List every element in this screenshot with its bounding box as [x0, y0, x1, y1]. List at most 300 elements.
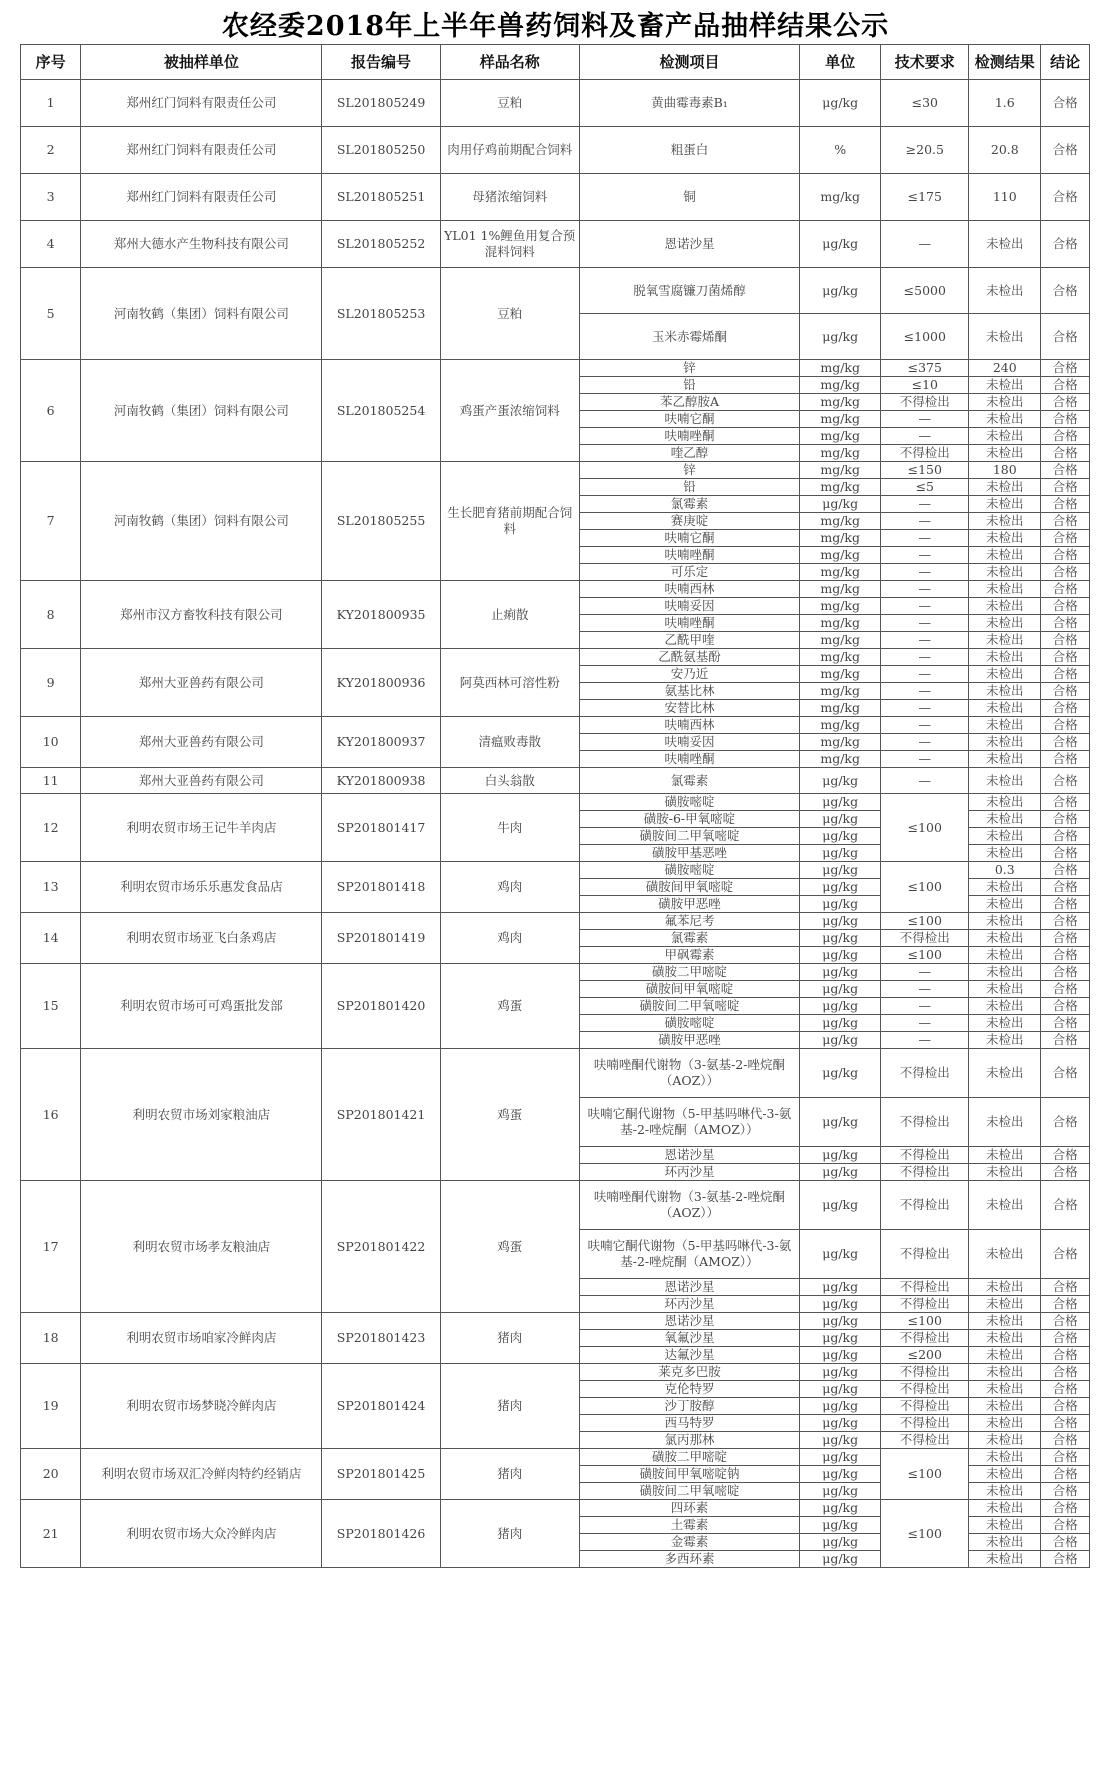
test-item: 呋喃唑酮	[579, 751, 799, 768]
test-unit: μg/kg	[800, 1164, 881, 1181]
technical-requirement: 不得检出	[881, 1330, 969, 1347]
technical-requirement: ≤100	[881, 1449, 969, 1500]
test-unit: μg/kg	[800, 1449, 881, 1466]
technical-requirement: ≤100	[881, 1500, 969, 1568]
test-unit: mg/kg	[800, 598, 881, 615]
test-result: 未检出	[969, 1147, 1041, 1164]
sampled-unit: 利明农贸市场可可鸡蛋批发部	[81, 964, 322, 1049]
test-result: 未检出	[969, 632, 1041, 649]
conclusion: 合格	[1041, 462, 1090, 479]
test-unit: μg/kg	[800, 964, 881, 981]
test-unit: mg/kg	[800, 564, 881, 581]
conclusion: 合格	[1041, 377, 1090, 394]
technical-requirement: ≤175	[881, 174, 969, 221]
technical-requirement: —	[881, 598, 969, 615]
conclusion: 合格	[1041, 700, 1090, 717]
conclusion: 合格	[1041, 268, 1090, 314]
conclusion: 合格	[1041, 428, 1090, 445]
test-result: 未检出	[969, 1296, 1041, 1313]
technical-requirement: 不得检出	[881, 930, 969, 947]
sample-name: 猪肉	[440, 1313, 579, 1364]
conclusion: 合格	[1041, 127, 1090, 174]
test-result: 20.8	[969, 127, 1041, 174]
report-number: SP201801423	[322, 1313, 440, 1364]
test-item: 乙酰甲喹	[579, 632, 799, 649]
test-item: 西马特罗	[579, 1415, 799, 1432]
test-item: 磺胺-6-甲氧嘧啶	[579, 811, 799, 828]
conclusion: 合格	[1041, 964, 1090, 981]
sampled-unit: 利明农贸市场大众冷鲜肉店	[81, 1500, 322, 1568]
sampled-unit: 利明农贸市场刘家粮油店	[81, 1049, 322, 1181]
test-unit: mg/kg	[800, 683, 881, 700]
report-number: SP201801420	[322, 964, 440, 1049]
test-result: 180	[969, 462, 1041, 479]
test-item: 氯霉素	[579, 768, 799, 794]
report-number: SP201801421	[322, 1049, 440, 1181]
test-unit: μg/kg	[800, 1398, 881, 1415]
report-number: SP201801424	[322, 1364, 440, 1449]
test-item: 磺胺甲恶唑	[579, 1032, 799, 1049]
conclusion: 合格	[1041, 1347, 1090, 1364]
technical-requirement: —	[881, 1032, 969, 1049]
sampled-unit: 河南牧鹤（集团）饲料有限公司	[81, 360, 322, 462]
technical-requirement: —	[881, 683, 969, 700]
test-result: 未检出	[969, 1432, 1041, 1449]
technical-requirement: —	[881, 513, 969, 530]
test-unit: mg/kg	[800, 479, 881, 496]
test-result: 未检出	[969, 1330, 1041, 1347]
test-item: 磺胺嘧啶	[579, 862, 799, 879]
test-result: 未检出	[969, 479, 1041, 496]
test-result: 未检出	[969, 1364, 1041, 1381]
test-item: 呋喃它酮代谢物（5-甲基吗啉代-3-氨基-2-唑烷酮（AMOZ））	[579, 1098, 799, 1147]
test-result: 未检出	[969, 1517, 1041, 1534]
conclusion: 合格	[1041, 1049, 1090, 1098]
report-number: KY201800935	[322, 581, 440, 649]
technical-requirement: —	[881, 998, 969, 1015]
test-unit: μg/kg	[800, 80, 881, 127]
test-unit: mg/kg	[800, 632, 881, 649]
test-result: 未检出	[969, 411, 1041, 428]
sampled-unit: 利明农贸市场咱家冷鲜肉店	[81, 1313, 322, 1364]
technical-requirement: ≤10	[881, 377, 969, 394]
test-result: 未检出	[969, 845, 1041, 862]
sampled-unit: 郑州市汉方畜牧科技有限公司	[81, 581, 322, 649]
test-unit: mg/kg	[800, 666, 881, 683]
test-item: 呋喃唑酮代谢物（3-氨基-2-唑烷酮（AOZ））	[579, 1181, 799, 1230]
sample-number: 18	[21, 1313, 81, 1364]
technical-requirement: ≤30	[881, 80, 969, 127]
test-item: 呋喃妥因	[579, 734, 799, 751]
table-row	[21, 1364, 1090, 1381]
sample-number: 3	[21, 174, 81, 221]
test-unit: mg/kg	[800, 547, 881, 564]
test-item: 莱克多巴胺	[579, 1364, 799, 1381]
test-result: 未检出	[969, 1415, 1041, 1432]
test-item: 锌	[579, 360, 799, 377]
sample-name: 猪肉	[440, 1364, 579, 1449]
conclusion: 合格	[1041, 1500, 1090, 1517]
test-item: 氯霉素	[579, 930, 799, 947]
test-item: 氯丙那林	[579, 1432, 799, 1449]
test-unit: μg/kg	[800, 1466, 881, 1483]
sample-number: 8	[21, 581, 81, 649]
test-result: 未检出	[969, 981, 1041, 998]
test-item: 磺胺嘧啶	[579, 1015, 799, 1032]
test-item: 磺胺间甲氧嘧啶	[579, 879, 799, 896]
test-unit: mg/kg	[800, 751, 881, 768]
test-result: 1.6	[969, 80, 1041, 127]
test-result: 未检出	[969, 1534, 1041, 1551]
sample-name: 豆粕	[440, 80, 579, 127]
conclusion: 合格	[1041, 845, 1090, 862]
conclusion: 合格	[1041, 1534, 1090, 1551]
conclusion: 合格	[1041, 734, 1090, 751]
table-row	[21, 1500, 1090, 1517]
header-cell: 被抽样单位	[81, 45, 322, 80]
conclusion: 合格	[1041, 1098, 1090, 1147]
test-unit: μg/kg	[800, 1551, 881, 1568]
test-item: 苯乙醇胺A	[579, 394, 799, 411]
sample-number: 11	[21, 768, 81, 794]
test-item: 赛庚啶	[579, 513, 799, 530]
report-number: SL201805255	[322, 462, 440, 581]
table-row	[21, 268, 1090, 314]
technical-requirement: —	[881, 649, 969, 666]
technical-requirement: ≤100	[881, 913, 969, 930]
report-number: SP201801422	[322, 1181, 440, 1313]
test-result: 未检出	[969, 794, 1041, 811]
test-item: 呋喃西林	[579, 581, 799, 598]
test-unit: μg/kg	[800, 1098, 881, 1147]
conclusion: 合格	[1041, 1032, 1090, 1049]
header-cell: 单位	[800, 45, 881, 80]
conclusion: 合格	[1041, 717, 1090, 734]
conclusion: 合格	[1041, 1551, 1090, 1568]
test-unit: mg/kg	[800, 717, 881, 734]
conclusion: 合格	[1041, 1364, 1090, 1381]
test-item: 呋喃妥因	[579, 598, 799, 615]
technical-requirement: —	[881, 981, 969, 998]
technical-requirement: —	[881, 700, 969, 717]
test-item: 安乃近	[579, 666, 799, 683]
conclusion: 合格	[1041, 649, 1090, 666]
test-item: 恩诺沙星	[579, 1147, 799, 1164]
test-item: 四环素	[579, 1500, 799, 1517]
sample-name: 牛肉	[440, 794, 579, 862]
conclusion: 合格	[1041, 879, 1090, 896]
technical-requirement: 不得检出	[881, 1364, 969, 1381]
test-unit: μg/kg	[800, 879, 881, 896]
conclusion: 合格	[1041, 1398, 1090, 1415]
test-unit: mg/kg	[800, 462, 881, 479]
table-row	[21, 462, 1090, 479]
test-result: 未检出	[969, 547, 1041, 564]
test-item: 磺胺嘧啶	[579, 794, 799, 811]
test-result: 未检出	[969, 1551, 1041, 1568]
sample-name: 清瘟败毒散	[440, 717, 579, 768]
technical-requirement: —	[881, 666, 969, 683]
sample-number: 12	[21, 794, 81, 862]
conclusion: 合格	[1041, 513, 1090, 530]
conclusion: 合格	[1041, 1432, 1090, 1449]
test-result: 未检出	[969, 1313, 1041, 1330]
technical-requirement: —	[881, 717, 969, 734]
sample-number: 5	[21, 268, 81, 360]
technical-requirement: 不得检出	[881, 1181, 969, 1230]
test-item: 呋喃唑酮	[579, 615, 799, 632]
sample-number: 21	[21, 1500, 81, 1568]
test-unit: μg/kg	[800, 845, 881, 862]
conclusion: 合格	[1041, 1466, 1090, 1483]
test-unit: μg/kg	[800, 981, 881, 998]
report-number: SP201801425	[322, 1449, 440, 1500]
test-unit: μg/kg	[800, 1049, 881, 1098]
sampled-unit: 河南牧鹤（集团）饲料有限公司	[81, 268, 322, 360]
table-row	[21, 964, 1090, 981]
technical-requirement: —	[881, 530, 969, 547]
test-result: 未检出	[969, 221, 1041, 268]
technical-requirement: —	[881, 734, 969, 751]
report-number: KY201800937	[322, 717, 440, 768]
test-result: 未检出	[969, 717, 1041, 734]
conclusion: 合格	[1041, 598, 1090, 615]
test-item: 呋喃它酮	[579, 411, 799, 428]
table-row	[21, 768, 1090, 794]
header-cell: 序号	[21, 45, 81, 80]
conclusion: 合格	[1041, 581, 1090, 598]
test-result: 未检出	[969, 1164, 1041, 1181]
technical-requirement: —	[881, 564, 969, 581]
sample-name: 生长肥育猪前期配合饲料	[440, 462, 579, 581]
conclusion: 合格	[1041, 683, 1090, 700]
sample-number: 15	[21, 964, 81, 1049]
test-result: 未检出	[969, 751, 1041, 768]
conclusion: 合格	[1041, 862, 1090, 879]
table-row	[21, 174, 1090, 221]
technical-requirement: ≥20.5	[881, 127, 969, 174]
table-row	[21, 1449, 1090, 1466]
sampled-unit: 郑州红门饲料有限责任公司	[81, 80, 322, 127]
test-result: 未检出	[969, 1347, 1041, 1364]
test-item: 乙酰氨基酚	[579, 649, 799, 666]
conclusion: 合格	[1041, 811, 1090, 828]
test-result: 未检出	[969, 666, 1041, 683]
test-unit: mg/kg	[800, 360, 881, 377]
test-unit: μg/kg	[800, 930, 881, 947]
technical-requirement: 不得检出	[881, 445, 969, 462]
conclusion: 合格	[1041, 174, 1090, 221]
test-unit: μg/kg	[800, 1313, 881, 1330]
table-row	[21, 913, 1090, 930]
test-unit: mg/kg	[800, 700, 881, 717]
test-item: 恩诺沙星	[579, 221, 799, 268]
test-item: 呋喃唑酮代谢物（3-氨基-2-唑烷酮（AOZ））	[579, 1049, 799, 1098]
page-title: 农经委2018年上半年兽药饲料及畜产品抽样结果公示	[221, 11, 890, 42]
table-row	[21, 221, 1090, 268]
test-item: 磺胺间二甲氧嘧啶	[579, 1483, 799, 1500]
test-item: 多西环素	[579, 1551, 799, 1568]
table-row	[21, 794, 1090, 811]
test-result: 未检出	[969, 700, 1041, 717]
conclusion: 合格	[1041, 981, 1090, 998]
test-result: 未检出	[969, 445, 1041, 462]
test-result: 未检出	[969, 964, 1041, 981]
sample-name: 鸡蛋产蛋浓缩饲料	[440, 360, 579, 462]
test-result: 未检出	[969, 828, 1041, 845]
test-unit: mg/kg	[800, 615, 881, 632]
test-unit: μg/kg	[800, 913, 881, 930]
technical-requirement: ≤100	[881, 1313, 969, 1330]
test-result: 未检出	[969, 998, 1041, 1015]
test-result: 未检出	[969, 530, 1041, 547]
technical-requirement: 不得检出	[881, 1415, 969, 1432]
technical-requirement: —	[881, 964, 969, 981]
conclusion: 合格	[1041, 632, 1090, 649]
sampled-unit: 郑州红门饲料有限责任公司	[81, 174, 322, 221]
conclusion: 合格	[1041, 360, 1090, 377]
sample-name: 肉用仔鸡前期配合饲料	[440, 127, 579, 174]
test-result: 未检出	[969, 1398, 1041, 1415]
test-item: 锌	[579, 462, 799, 479]
report-number: SL201805250	[322, 127, 440, 174]
header-row	[21, 45, 1090, 80]
test-item: 呋喃它酮代谢物（5-甲基吗啉代-3-氨基-2-唑烷酮（AMOZ））	[579, 1230, 799, 1279]
technical-requirement: 不得检出	[881, 1381, 969, 1398]
sample-number: 6	[21, 360, 81, 462]
test-item: 呋喃唑酮	[579, 428, 799, 445]
test-unit: μg/kg	[800, 1230, 881, 1279]
report-number: SP201801417	[322, 794, 440, 862]
test-result: 未检出	[969, 1449, 1041, 1466]
test-unit: μg/kg	[800, 862, 881, 879]
sample-number: 1	[21, 80, 81, 127]
test-item: 恩诺沙星	[579, 1279, 799, 1296]
conclusion: 合格	[1041, 547, 1090, 564]
table-row	[21, 127, 1090, 174]
sampled-unit: 利明农贸市场王记牛羊肉店	[81, 794, 322, 862]
test-unit: μg/kg	[800, 1330, 881, 1347]
sample-name: 猪肉	[440, 1449, 579, 1500]
test-result: 110	[969, 174, 1041, 221]
conclusion: 合格	[1041, 1230, 1090, 1279]
sample-name: 猪肉	[440, 1500, 579, 1568]
report-number: SL201805251	[322, 174, 440, 221]
technical-requirement: ≤150	[881, 462, 969, 479]
test-unit: μg/kg	[800, 1147, 881, 1164]
test-item: 克伦特罗	[579, 1381, 799, 1398]
test-item: 达氟沙星	[579, 1347, 799, 1364]
technical-requirement: —	[881, 221, 969, 268]
conclusion: 合格	[1041, 1147, 1090, 1164]
sample-number: 2	[21, 127, 81, 174]
sample-name: 鸡肉	[440, 862, 579, 913]
report-number: SL201805252	[322, 221, 440, 268]
report-number: SL201805249	[322, 80, 440, 127]
sample-number: 10	[21, 717, 81, 768]
test-unit: μg/kg	[800, 1181, 881, 1230]
conclusion: 合格	[1041, 1015, 1090, 1032]
technical-requirement: 不得检出	[881, 1098, 969, 1147]
test-result: 未检出	[969, 496, 1041, 513]
conclusion: 合格	[1041, 445, 1090, 462]
sampled-unit: 利明农贸市场乐乐惠发食品店	[81, 862, 322, 913]
test-result: 未检出	[969, 1381, 1041, 1398]
sampled-unit: 利明农贸市场梦晓冷鲜肉店	[81, 1364, 322, 1449]
sampled-unit: 利明农贸市场孝友粮油店	[81, 1181, 322, 1313]
test-result: 未检出	[969, 913, 1041, 930]
technical-requirement: 不得检出	[881, 394, 969, 411]
sample-name: 鸡蛋	[440, 964, 579, 1049]
technical-requirement: —	[881, 751, 969, 768]
technical-requirement: ≤100	[881, 862, 969, 913]
test-item: 金霉素	[579, 1534, 799, 1551]
report-number: SL201805254	[322, 360, 440, 462]
conclusion: 合格	[1041, 394, 1090, 411]
conclusion: 合格	[1041, 828, 1090, 845]
report-number: SP201801426	[322, 1500, 440, 1568]
test-unit: μg/kg	[800, 1500, 881, 1517]
test-result: 未检出	[969, 1181, 1041, 1230]
test-result: 未检出	[969, 1230, 1041, 1279]
test-result: 未检出	[969, 615, 1041, 632]
conclusion: 合格	[1041, 314, 1090, 360]
test-item: 磺胺二甲嘧啶	[579, 1449, 799, 1466]
conclusion: 合格	[1041, 998, 1090, 1015]
test-unit: μg/kg	[800, 221, 881, 268]
sampled-unit: 利明农贸市场亚飞白条鸡店	[81, 913, 322, 964]
test-unit: mg/kg	[800, 649, 881, 666]
technical-requirement: 不得检出	[881, 1164, 969, 1181]
technical-requirement: ≤5000	[881, 268, 969, 314]
sample-name: 母猪浓缩饲料	[440, 174, 579, 221]
test-result: 未检出	[969, 428, 1041, 445]
test-item: 氨基比林	[579, 683, 799, 700]
conclusion: 合格	[1041, 1381, 1090, 1398]
conclusion: 合格	[1041, 411, 1090, 428]
test-unit: mg/kg	[800, 513, 881, 530]
conclusion: 合格	[1041, 947, 1090, 964]
sample-name: 豆粕	[440, 268, 579, 360]
sampled-unit: 郑州大德水产生物科技有限公司	[81, 221, 322, 268]
test-result: 未检出	[969, 649, 1041, 666]
sample-number: 20	[21, 1449, 81, 1500]
test-item: 磺胺间甲氧嘧啶钠	[579, 1466, 799, 1483]
conclusion: 合格	[1041, 666, 1090, 683]
conclusion: 合格	[1041, 913, 1090, 930]
conclusion: 合格	[1041, 615, 1090, 632]
sample-number: 9	[21, 649, 81, 717]
header-cell: 检测项目	[579, 45, 799, 80]
test-result: 未检出	[969, 513, 1041, 530]
table-row	[21, 581, 1090, 598]
conclusion: 合格	[1041, 221, 1090, 268]
test-item: 喹乙醇	[579, 445, 799, 462]
conclusion: 合格	[1041, 1517, 1090, 1534]
conclusion: 合格	[1041, 80, 1090, 127]
test-unit: μg/kg	[800, 896, 881, 913]
conclusion: 合格	[1041, 1330, 1090, 1347]
technical-requirement: —	[881, 411, 969, 428]
test-unit: μg/kg	[800, 1381, 881, 1398]
test-unit: %	[800, 127, 881, 174]
test-unit: mg/kg	[800, 530, 881, 547]
test-item: 呋喃唑酮	[579, 547, 799, 564]
table-row	[21, 80, 1090, 127]
test-unit: μg/kg	[800, 1279, 881, 1296]
technical-requirement: 不得检出	[881, 1279, 969, 1296]
conclusion: 合格	[1041, 479, 1090, 496]
